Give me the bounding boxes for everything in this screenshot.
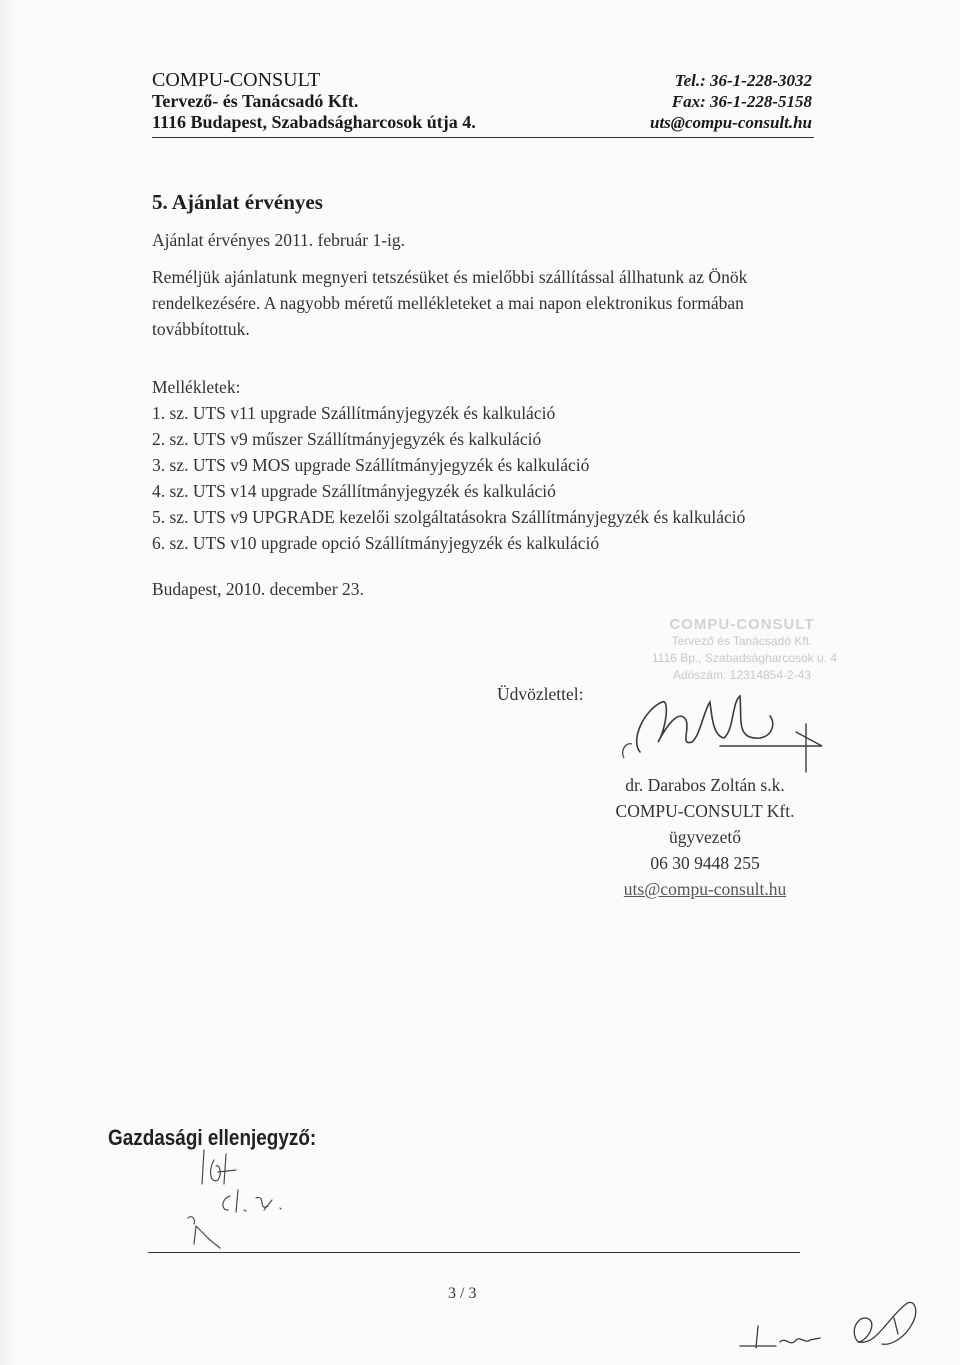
stamp-line-1: Tervező és Tanácsadó Kft. <box>671 634 813 648</box>
greeting: Üdvözlettel: <box>497 684 584 704</box>
stamp-line-3: Adószám: 12314854-2-43 <box>672 668 812 682</box>
scan-edge-shadow <box>0 0 14 1365</box>
countersign-scrawl <box>180 1140 340 1250</box>
signature-scrawl <box>600 680 840 770</box>
closing-line-1: Reméljük ajánlatunk megnyeri tetszésüket és mielőbbi szállítással állhatunk az Önök <box>152 267 748 287</box>
page-number: 3 / 3 <box>448 1285 477 1302</box>
section-title: 5. Ajánlat érvényes <box>152 190 323 214</box>
attachment-item: 5. sz. UTS v9 UPGRADE kezelői szolgáltatásokra Szállítmányjegyzék és kalkuláció <box>152 507 746 527</box>
signatory-phone: 06 30 9448 255 <box>650 853 760 873</box>
company-tel: Tel.: 36-1-228-3032 <box>674 71 812 90</box>
attachment-item: 4. sz. UTS v14 upgrade Szállítmányjegyzék és kalkuláció <box>152 481 556 501</box>
signatory-role: ügyvezető <box>669 827 741 847</box>
letterhead-divider <box>152 137 814 138</box>
signatory-name: dr. Darabos Zoltán s.k. <box>625 775 785 795</box>
economic-countersign-label: Gazdasági ellenjegyző: <box>108 1125 317 1150</box>
attachment-item: 6. sz. UTS v10 upgrade opció Szállítmányjegyzék és kalkuláció <box>152 533 600 553</box>
closing-line-2: rendelkezésére. A nagyobb méretű mellékleteket a mai napon elektronikus formában <box>152 293 744 313</box>
attachment-item: 1. sz. UTS v11 upgrade Szállítmányjegyzék és kalkuláció <box>152 403 556 423</box>
attachment-item: 3. sz. UTS v9 MOS upgrade Szállítmányjegyzék és kalkuláció <box>152 455 590 475</box>
place-and-date: Budapest, 2010. december 23. <box>152 579 364 599</box>
stamp-line-2: 1116 Bp., Szabadságharcosok u. 4 <box>652 651 838 665</box>
signatory-company: COMPU-CONSULT Kft. <box>615 801 795 821</box>
company-name: COMPU-CONSULT <box>152 69 321 91</box>
attachments-list <box>152 374 745 556</box>
company-stamp <box>652 616 838 684</box>
attachment-item: 2. sz. UTS v9 műszer Szállítmányjegyzék és kalkuláció <box>152 429 542 449</box>
company-email[interactable]: uts@compu-consult.hu <box>650 113 812 132</box>
closing-paragraph <box>152 264 747 342</box>
letterhead-right <box>650 70 812 133</box>
stamp-company: COMPU-CONSULT <box>669 616 815 633</box>
footer-divider <box>148 1252 800 1253</box>
attachments-heading: Mellékletek: <box>152 377 241 397</box>
validity-sentence: Ajánlat érvényes 2011. február 1-ig. <box>152 230 406 250</box>
closing-line-3: továbbítottuk. <box>152 319 250 339</box>
company-subtitle: Tervező- és Tanácsadó Kft. <box>152 91 359 111</box>
company-address: 1116 Budapest, Szabadságharcosok útja 4. <box>152 112 476 132</box>
signatory-block <box>560 772 850 902</box>
company-fax: Fax: 36-1-228-5158 <box>671 92 812 111</box>
initials-scrawl <box>736 1290 936 1360</box>
signatory-email[interactable]: uts@compu-consult.hu <box>623 879 787 899</box>
letterhead-left <box>152 70 476 133</box>
